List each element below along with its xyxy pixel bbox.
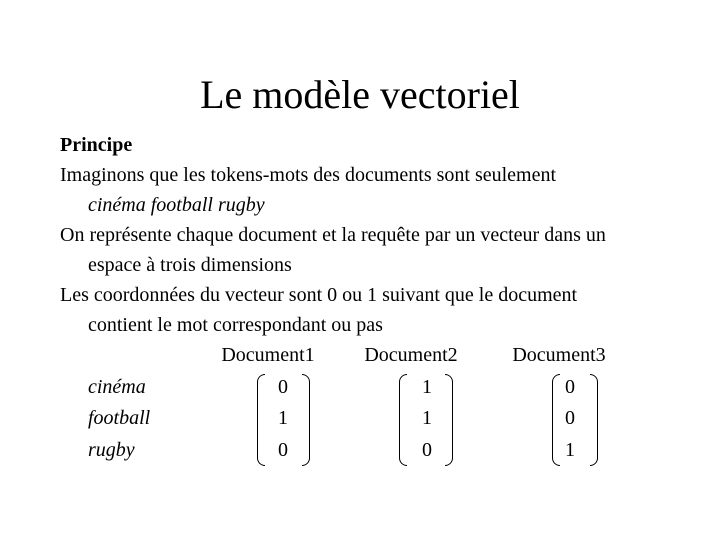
paragraph-tokens: Imaginons que les tokens-mots des documents sont seulement [60,164,557,186]
vector-bracket-right [445,374,453,466]
vector-bracket-right [302,374,310,466]
column-header-document3: Document3 [512,344,606,366]
term-list: cinéma football rugby [88,194,265,216]
vector-value: 0 [422,439,432,461]
vector-value: 0 [278,376,288,398]
vector-value: 1 [422,376,432,398]
column-header-document2: Document2 [364,344,458,366]
paragraph-coordinates-cont: contient le mot correspondant ou pas [88,314,383,336]
paragraph-coordinates: Les coordonnées du vecteur sont 0 ou 1 suivant que le document [60,284,578,306]
row-label-cinema: cinéma [88,376,146,398]
row-label-rugby: rugby [88,439,135,461]
vector-value: 1 [565,439,575,461]
vector-value: 0 [565,407,575,429]
vector-bracket-right [590,374,598,466]
vector-value: 0 [565,376,575,398]
row-label-football: football [88,407,151,429]
paragraph-vector: On représente chaque document et la requête par un vecteur dans un [60,224,606,246]
vector-value: 1 [422,407,432,429]
vector-bracket-left [399,374,407,466]
section-heading: Principe [60,134,133,156]
vector-value: 0 [278,439,288,461]
paragraph-vector-cont: espace à trois dimensions [88,254,292,276]
vector-value: 1 [278,407,288,429]
slide-title: Le modèle vectoriel [200,72,520,117]
column-header-document1: Document1 [221,344,315,366]
